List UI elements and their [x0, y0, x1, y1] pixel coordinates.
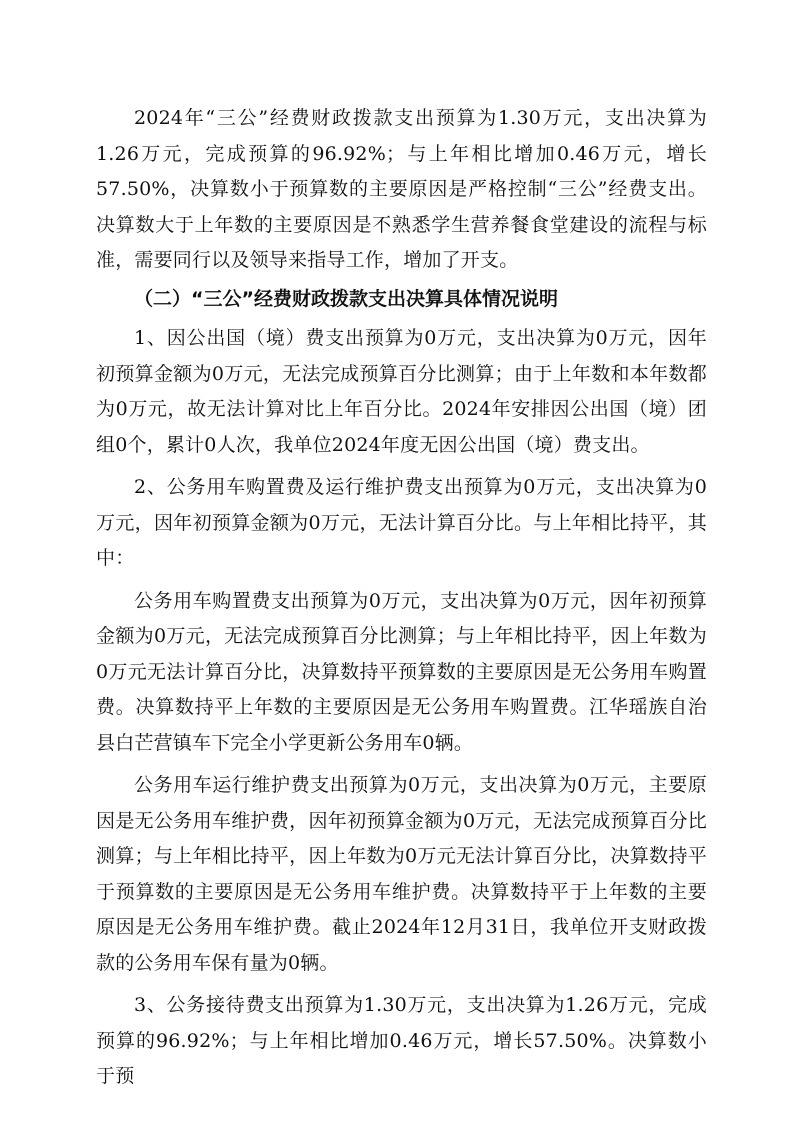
paragraph-vehicle-purchase: 公务用车购置费支出预算为0万元，支出决算为0万元，因年初预算金额为0万元，无法完成预算百分比测算；与上年相比持平，因上年数为0万元无法计算百分比，决算数持平预算数的主要原因是无公务用车购置费。决算数持平上年数的主要原因是无公务用车购置费。江华瑶族自治县白芒营镇车下完全小学更新公务用车0辆。 [96, 589, 707, 754]
paragraph-summary: 2024年“三公”经费财政拨款支出预算为1.30万元，支出决算为1.26万元，完成预算的96.92%；与上年相比增加0.46万元，增长57.50%，决算数小于预算数的主要原因是严格控制“三公”经费支出。决算数大于上年数的主要原因是不熟悉学生营养餐食堂建设的流程与标准，需要同行以及领导来指导工作，增加了开支。 [96, 107, 707, 271]
paragraph-vehicle-maintenance: 公务用车运行维护费支出预算为0万元，支出决算为0万元，主要原因是无公务用车维护费，因年初预算金额为0万元，无法完成预算百分比测算；与上年相比持平，因上年数为0万元无法计算百分比，决算数持平于预算数的主要原因是无公务用车维护费。决算数持平于上年数的主要原因是无公务用车维护费。截止2024年12月31日，我单位开支财政拨款的公务用车保有量为0辆。 [96, 774, 707, 974]
paragraph-reception: 3、公务接待费支出预算为1.30万元，支出决算为1.26万元，完成预算的96.92%；与上年相比增加0.46万元，增长57.50%。决算数小于预 [96, 994, 707, 1087]
section-heading: （二）“三公”经费财政拨款支出决算具体情况说明 [134, 287, 558, 310]
paragraph-overseas-travel: 1、因公出国（境）费支出预算为0万元，支出决算为0万元，因年初预算金额为0万元，无法完成预算百分比测算；由于上年数和本年数都为0万元，故无法计算对比上年百分比。2024年安排因公出国（境）团组0个，累计0人次，我单位2024年度无因公出国（境）费支出。 [96, 327, 707, 456]
paragraph-vehicle-total: 2、公务用车购置费及运行维护费支出预算为0万元，支出决算为0万元，因年初预算金额为0万元，无法计算百分比。与上年相比持平，其中： [96, 476, 707, 569]
